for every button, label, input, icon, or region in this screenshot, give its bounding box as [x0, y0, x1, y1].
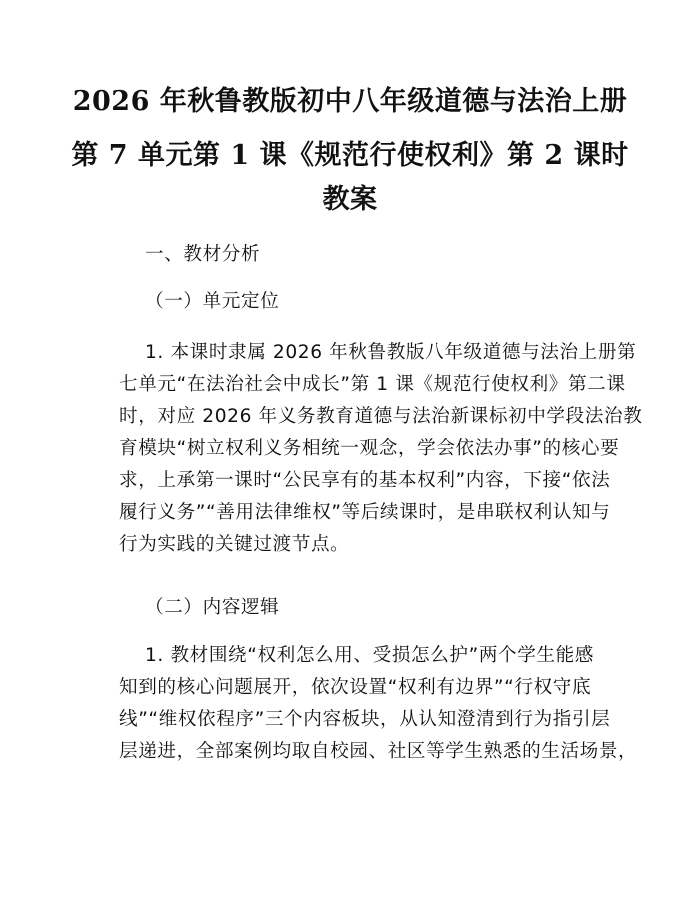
paragraph-line: 知到的核心问题展开，依次设置“权利有边界”“行权守底 [119, 677, 592, 698]
paragraph-line: 七单元“在法治社会中成长”第 1 课《规范行使权利》第二课 [119, 374, 626, 395]
paragraph-line: 行为实践的关键过渡节点。 [119, 534, 350, 555]
paragraph-line: 层递进，全部案例均取自校园、社区等学生熟悉的生活场景， [119, 741, 638, 762]
paragraph-line: 育模块“树立权利义务相统一观念，学会依法办事”的核心要 [119, 438, 620, 459]
document-title-line-3: 教案 [322, 184, 378, 215]
paragraph-line: 1. 本课时隶属 2026 年秋鲁教版八年级道德与法治上册第 [145, 342, 637, 363]
subsection-heading-unit-position: （一）单元定位 [145, 291, 280, 312]
paragraph-line: 履行义务”“善用法律维权”等后续课时，是串联权利认知与 [119, 502, 611, 523]
section-heading-textbook-analysis: 一、教材分析 [145, 244, 261, 265]
document-title-line-2: 第 7 单元第 1 课《规范行使权利》第 2 课时 [71, 140, 629, 171]
paragraph-line: 1. 教材围绕“权利怎么用、受损怎么护”两个学生能感 [145, 645, 594, 666]
document-title-line-1: 2026 年秋鲁教版初中八年级道德与法治上册 [72, 86, 628, 117]
paragraph-line: 线”“维权依程序”三个内容板块，从认知澄清到行为指引层 [119, 709, 611, 730]
paragraph-line: 求，上承第一课时“公民享有的基本权利”内容，下接“依法 [119, 470, 611, 491]
subsection-heading-content-logic: （二）内容逻辑 [145, 597, 280, 618]
paragraph-line: 时，对应 2026 年义务教育道德与法治新课标初中学段法治教 [119, 406, 643, 427]
